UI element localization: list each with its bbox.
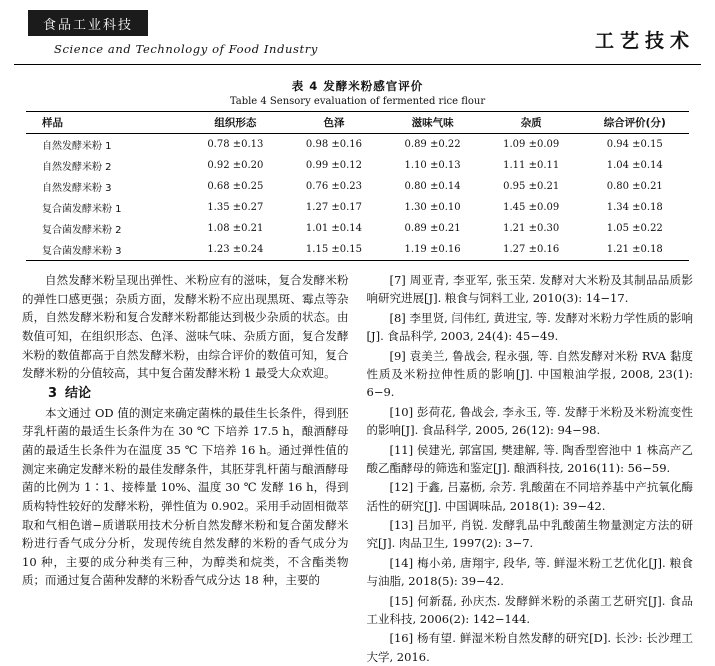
- cell-flavor: 1.10 ±0.13: [404, 160, 461, 171]
- sensory-table: [26, 111, 689, 261]
- cell-overall: 1.34 ±0.18: [606, 202, 663, 213]
- body-columns: [22, 271, 693, 666]
- cell-sample: 复合菌发酵米粉 1: [42, 204, 122, 215]
- cell-texture: 1.35 ±0.27: [207, 202, 264, 213]
- cell-impurity: 1.11 ±0.11: [503, 160, 560, 171]
- cell-color: 1.01 ±0.14: [305, 223, 363, 234]
- cell-sample: 自然发酵米粉 2: [42, 162, 112, 173]
- table-body: [26, 134, 689, 261]
- cell-overall: 1.21 ±0.18: [606, 244, 663, 255]
- reference-item: [11] 侯建光, 郭富国, 樊建解, 等. 陶香型窖池中 1 株高产乙酸乙酯酵母的筛选和鉴定[J]. 酿酒科技, 2016(11): 56−59.: [366, 442, 693, 475]
- cell-flavor: 0.80 ±0.14: [404, 181, 461, 192]
- cell-sample: 复合菌发酵米粉 2: [42, 225, 122, 236]
- cell-sample: 自然发酵米粉 1: [42, 141, 112, 152]
- col-header-color: 色泽: [323, 117, 345, 129]
- reference-item: [10] 彭荷花, 鲁战会, 李永玉, 等. 发酵于米粉及米粉流变性的影响[J]. 食品科学, 2005, 26(12): 94−98.: [366, 404, 693, 438]
- cell-sample: 复合菌发酵米粉 3: [42, 246, 122, 257]
- col-header-sample: 样品: [42, 117, 63, 129]
- reference-item: [9] 袁美兰, 鲁战会, 程永强, 等. 自然发酵对米粉 RVA 黏度性质及米粉拉伸性质的影响[J]. 中国粮油学报, 2008, 23(1): 6−9.: [366, 348, 693, 400]
- paragraph-results: 自然发酵米粉呈现出弹性、米粉应有的滋味，复合发酵米粉的弹性口感更强；杂质方面，发酵米粉不应出现黑斑、霉点等杂质，自然发酵米粉和复合发酵米粉都能达到极少杂质的状态。由数值可知，在组织形态、色泽、滋味气味、杂质方面，复合发酵米粉的数值都高于自然发酵米粉，由综合评价的数值可知，复合发酵米粉的分值较高，其中复合菌发酵米粉 1 最受大众欢迎。: [22, 273, 349, 381]
- cell-overall: 0.94 ±0.15: [606, 139, 663, 150]
- cell-overall: 1.04 ±0.14: [606, 160, 663, 171]
- table-row: [26, 218, 689, 239]
- paragraph-conclusion: 本文通过 OD 值的测定来确定菌株的最佳生长条件，得到胚芽乳杆菌的最适生长条件为在 30 ℃ 下培养 17.5 h，酿酒酵母菌的最适生长条件为在温度 35 ℃ 下培养 16 h。通过弹性值的测定来确定发酵米粉的最佳发酵条件，其胚芽乳杆菌与酿酒酵母菌的比例为 1∶1、接棒量 10%、温度 30 ℃ 发酵 16 h，得到质构特性较好的发酵米粉，弹性值为 0.902。采用手动固相微萃取和气相色谱−质谱联用技术分析自然发酵米粉和复合菌发酵米粉进行香气成分分析，发现传统自然发酵的米粉的香气成分为 10 种，主要的成分种类有三种，为醇类和烷类，不含酯类物质；而通过复合菌种发酵的米粉香气成分达 18 种，主要的: [22, 405, 349, 588]
- section-title: 结论: [65, 385, 92, 401]
- cell-texture: 1.08 ±0.21: [207, 223, 264, 234]
- cell-color: 1.15 ±0.15: [305, 244, 363, 255]
- cell-impurity: 1.09 ±0.09: [503, 139, 560, 150]
- journal-logo: [28, 10, 148, 36]
- header-divider: [14, 64, 701, 65]
- cell-texture: 0.78 ±0.13: [207, 139, 264, 150]
- reference-item: [15] 何新磊, 孙庆杰. 发酵鲜米粉的杀菌工艺研究[J]. 食品工业科技, 2006(2): 142−144.: [366, 593, 693, 627]
- cell-impurity: 1.45 ±0.09: [503, 202, 560, 213]
- paper-page: [0, 6, 715, 664]
- table-row: [26, 155, 689, 176]
- sensory-table-block: [26, 78, 689, 261]
- reference-item: [12] 于鑫, 吕嘉枥, 佘芳. 乳酸菌在不同培养基中产抗氧化酶活性的研究[J]. 中国调味品, 2018(1): 39−42.: [366, 480, 693, 513]
- reference-item: [16] 杨有望. 鲜湿米粉自然发酵的研究[D]. 长沙: 长沙理工大学, 2016.: [366, 631, 693, 664]
- table-row: [26, 197, 689, 218]
- left-column: [22, 271, 349, 666]
- page-header: [14, 6, 701, 68]
- cell-impurity: 1.27 ±0.16: [503, 244, 560, 255]
- cell-impurity: 0.95 ±0.21: [503, 181, 560, 192]
- cell-flavor: 0.89 ±0.21: [404, 223, 461, 234]
- cell-color: 0.98 ±0.16: [305, 139, 363, 150]
- table-title-en: Table 4 Sensory evaluation of fermented rice flour: [229, 96, 486, 107]
- cell-color: 1.27 ±0.17: [305, 202, 363, 213]
- cell-flavor: 1.19 ±0.16: [404, 244, 461, 255]
- cell-color: 0.99 ±0.12: [305, 160, 363, 171]
- reference-item: [14] 梅小弟, 唐翔宇, 段华, 等. 鲜湿米粉工艺优化[J]. 粮食与油脂, 2018(5): 39−42.: [366, 555, 693, 589]
- cell-overall: 0.80 ±0.21: [606, 181, 663, 192]
- cell-overall: 1.05 ±0.22: [606, 223, 663, 234]
- col-header-flavor: 滋味气味: [411, 117, 454, 129]
- table-row: [26, 239, 689, 261]
- section-heading-cn: 工艺技术: [594, 30, 695, 52]
- table-row: [26, 134, 689, 156]
- col-header-overall: 综合评价(分): [603, 117, 666, 129]
- section-heading-conclusion: [22, 383, 349, 404]
- col-header-texture: 组织形态: [214, 117, 257, 129]
- table-header-row: [26, 112, 689, 134]
- cell-flavor: 0.89 ±0.22: [404, 139, 461, 150]
- cell-flavor: 1.30 ±0.10: [404, 202, 461, 213]
- right-column: [367, 271, 694, 666]
- table-head: [26, 112, 689, 134]
- cell-texture: 0.68 ±0.25: [207, 181, 264, 192]
- cell-texture: 0.92 ±0.20: [207, 160, 264, 171]
- cell-color: 0.76 ±0.23: [305, 181, 363, 192]
- reference-item: [13] 吕加平, 肖锐. 发酵乳品中乳酸菌生物量测定方法的研究[J]. 肉品卫生, 1997(2): 3−7.: [366, 518, 693, 551]
- table-title-cn: 表 4 发酵米粉感官评价: [291, 79, 424, 93]
- col-header-impurity: 杂质: [520, 117, 542, 129]
- journal-english-title: Science and Technology of Food Industry: [54, 42, 318, 56]
- cell-texture: 1.23 ±0.24: [207, 244, 264, 255]
- reference-item: [8] 李里贤, 闫伟红, 黄进宝, 等. 发酵对米粉力学性质的影响[J]. 食品科学, 2003, 24(4): 45−49.: [366, 310, 693, 344]
- table-row: [26, 176, 689, 197]
- journal-logo-text: 食品工业科技: [42, 17, 133, 33]
- section-number: 3: [48, 385, 58, 401]
- cell-sample: 自然发酵米粉 3: [42, 183, 112, 194]
- reference-item: [7] 周亚青, 李亚军, 张玉荣. 发酵对大米粉及其制品品质影响研究进展[J]. 粮食与饲料工业, 2010(3): 14−17.: [366, 273, 693, 306]
- cell-impurity: 1.21 ±0.30: [503, 223, 560, 234]
